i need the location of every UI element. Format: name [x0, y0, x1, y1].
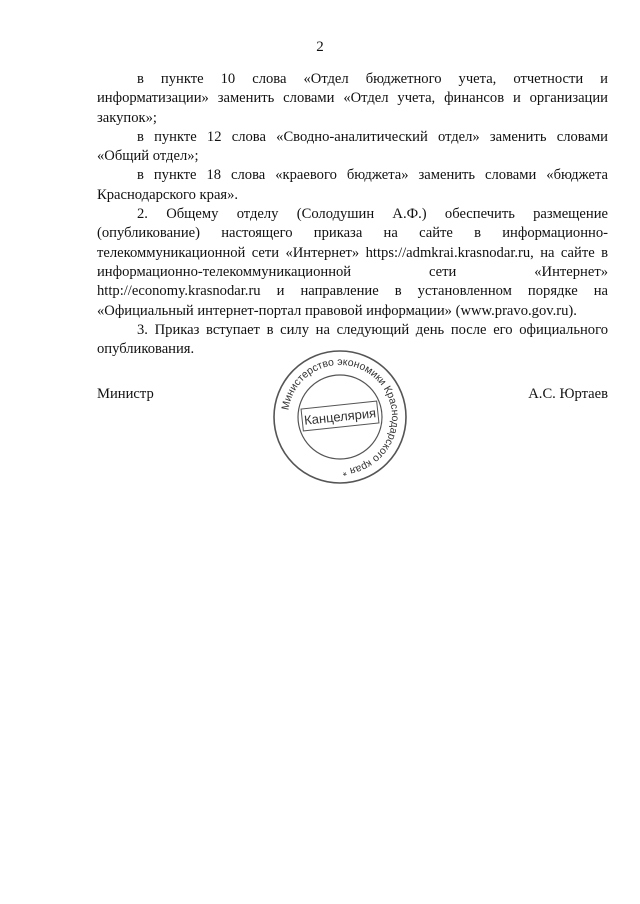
document-body [97, 70, 608, 359]
stamp-center-text: Канцелярия [303, 405, 377, 428]
paragraph-item-10: в пункте 10 слова «Отдел бюджетного учета, отчетности и информатизации» заменить словами «Отдел учета, финансов и организации закупок»; [97, 71, 608, 126]
stamp-seal-icon [270, 347, 410, 487]
paragraph-item-18: в пункте 18 слова «краевого бюджета» заменить словами «бюджета Краснодарского края». [97, 167, 608, 203]
paragraph-publication: 2. Общему отделу (Солодушин А.Ф.) обеспечить размещение (опубликование) настоящего приказа на сайте в информационно-телекоммуникационной сети «Интернет» https://admkrai.krasnodar.ru, на сайте в информационно-телекоммуникационной сети «Интернет» http://economy.krasnodar.ru и направление в установленном порядке на «Официальный интернет-портал правовой информации» (www.pravo.gov.ru). [97, 206, 608, 319]
signer-name: А.С. Юртаев [528, 386, 608, 402]
paragraph-item-12: в пункте 12 слова «Сводно-аналитический отдел» заменить словами «Общий отдел»; [97, 128, 608, 165]
signer-title: Министр [97, 386, 154, 402]
office-stamp [270, 347, 410, 487]
stamp-ring-text: Министерство экономики Краснодарского края * [279, 355, 402, 478]
page-number: 2 [316, 39, 324, 55]
paragraph-effective-date: 3. Приказ вступает в силу на следующий день после его официального опубликования. [97, 321, 608, 358]
